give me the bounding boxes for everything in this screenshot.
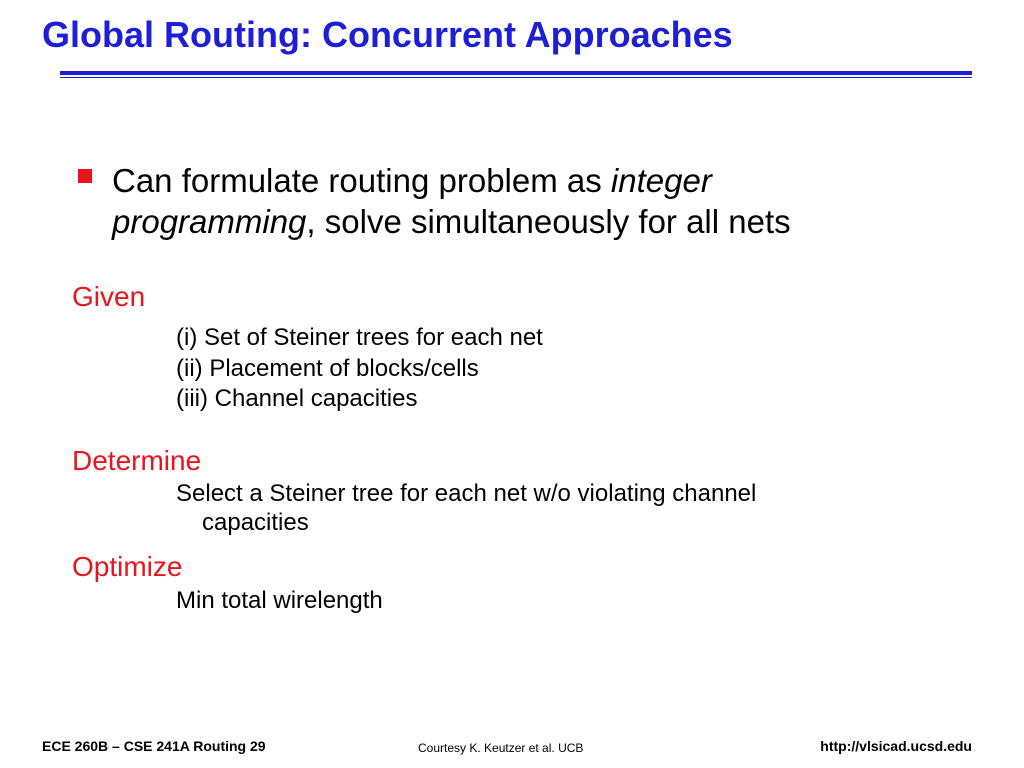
title-rule-thick-line (60, 71, 972, 75)
square-bullet-icon (78, 169, 92, 183)
given-item-1: (i) Set of Steiner trees for each net (176, 324, 543, 351)
bullet-text-after: , solve simultaneously for all nets (306, 203, 791, 240)
bullet-text-before: Can formulate routing problem as (112, 162, 611, 199)
given-label: Given (72, 281, 146, 312)
title-rule-thin-line (60, 77, 972, 78)
determine-line-2: capacities (202, 509, 309, 536)
bullet-italic-integer: integer (610, 162, 712, 199)
given-item-2: (ii) Placement of blocks/cells (176, 355, 479, 382)
determine-line-1: Select a Steiner tree for each net w/o violating channel (176, 480, 757, 507)
determine-label: Determine (72, 445, 202, 476)
given-item-3: (iii) Channel capacities (176, 385, 418, 412)
optimize-label: Optimize (72, 551, 183, 582)
footer-courtesy: Courtesy K. Keutzer et al. UCB (418, 741, 584, 755)
footer-course: ECE 260B – CSE 241A Routing 29 (42, 738, 266, 754)
main-bullet-text (112, 160, 972, 242)
slide-title: Global Routing: Concurrent Approaches (42, 14, 733, 55)
bullet-italic-programming: programming (112, 203, 307, 240)
optimize-line-1: Min total wirelength (176, 587, 383, 614)
footer-url: http://vlsicad.ucsd.edu (820, 738, 972, 754)
title-rule (60, 71, 972, 78)
